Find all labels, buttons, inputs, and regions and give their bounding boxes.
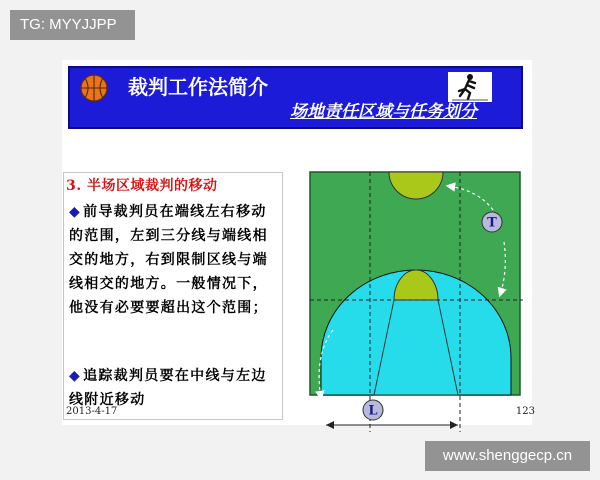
page-number: 123 [515,406,535,417]
watermark-bottom: www.shenggecp.cn [425,441,590,471]
trail-official-paragraph [69,364,280,412]
banner-subtitle: 场地责任区域与任务划分 [290,102,477,122]
diamond-bullet-icon: ◆ [69,204,82,220]
lead-official-paragraph [69,200,280,320]
diamond-bullet-icon: ◆ [69,368,82,384]
basketball-icon [80,74,108,102]
section-heading: 3. 半场区域裁判的移动 [66,178,218,194]
lead-official-text: 前导裁判员在端线左右移动的范围，左到三分线与端线相交的地方，右到限制区线与端线相交的地方。一般情况下，他没有必要要超出这个范围； [69,204,268,316]
runner-icon [448,72,492,102]
half-court-diagram [308,170,523,435]
watermark-top: TG: MYYJJPP [10,10,135,40]
footer-date: 2013-4-17 [66,406,118,417]
trail-official-label: T [487,215,497,231]
trail-official-text: 追踪裁判员要在中线与左边线附近移动 [69,368,267,408]
lead-official-label: L [368,403,378,419]
banner-title: 裁判工作法简介 [128,75,268,99]
